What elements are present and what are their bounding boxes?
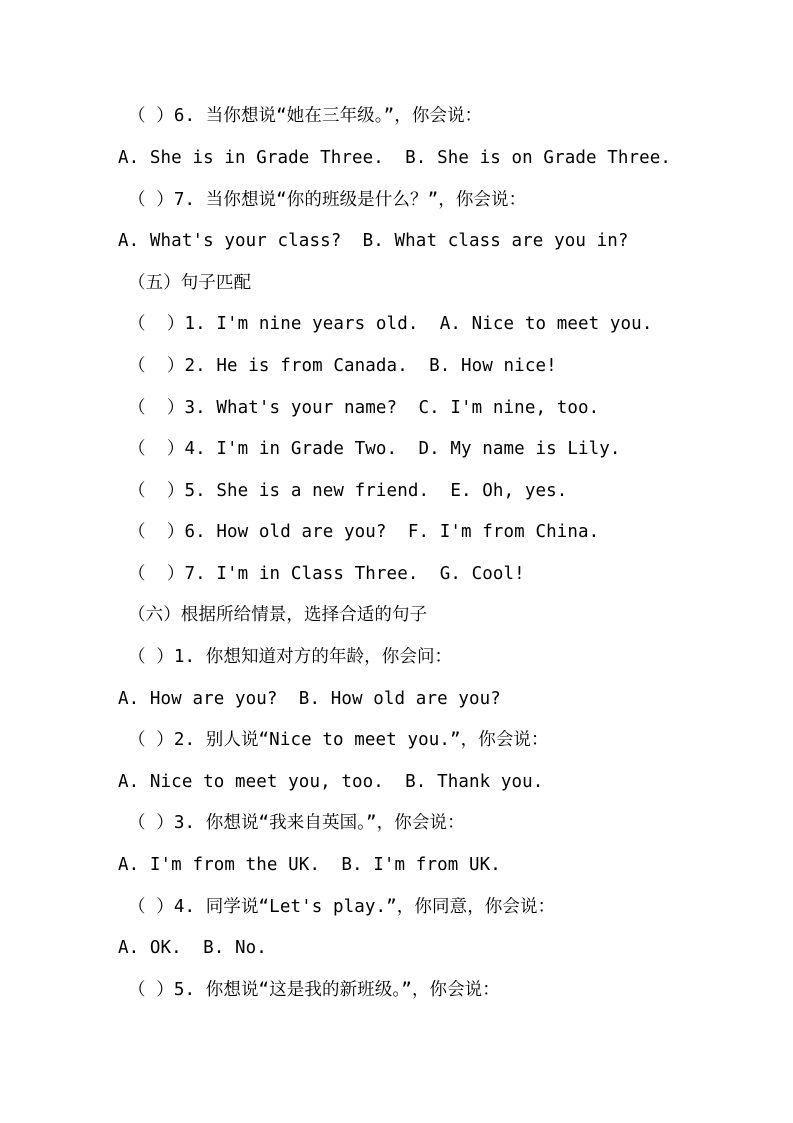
situation-5-prompt: （ ）5. 你想说“这是我的新班级。”，你会说：	[128, 980, 500, 1000]
matching-item-5: （ ）5. She is a new friend. E. Oh, yes.	[128, 481, 568, 501]
question-7-options: A. What's your class? B. What class are you in?	[118, 231, 629, 251]
situation-4-prompt: （ ）4. 同学说“Let's play.”，你同意，你会说：	[128, 897, 556, 917]
matching-item-4: （ ）4. I'm in Grade Two. D. My name is Lily.	[128, 439, 621, 459]
question-6-options: A. She is in Grade Three. B. She is on Grade Three.	[118, 148, 672, 168]
situation-2-prompt: （ ）2. 别人说“Nice to meet you.”，你会说：	[128, 730, 549, 750]
situation-1-options: A. How are you? B. How old are you?	[118, 689, 501, 709]
situation-1-prompt: （ ）1. 你想知道对方的年龄，你会问：	[128, 647, 453, 667]
matching-item-6: （ ）6. How old are you? F. I'm from China.	[128, 522, 600, 542]
situation-3-prompt: （ ）3. 你想说“我来自英国。”，你会说：	[128, 813, 465, 833]
question-7-prompt: （ ）7. 当你想说“你的班级是什么？”，你会说：	[128, 190, 527, 210]
section-5-heading: （五）句子匹配	[128, 273, 252, 293]
section-6-heading: （六）根据所给情景，选择合适的句子	[128, 605, 428, 625]
matching-item-3: （ ）3. What's your name? C. I'm nine, too.	[128, 398, 600, 418]
situation-3-options: A. I'm from the UK. B. I'm from UK.	[118, 855, 501, 875]
matching-item-7: （ ）7. I'm in Class Three. G. Cool!	[128, 564, 525, 584]
situation-4-options: A. OK. B. No.	[118, 938, 267, 958]
situation-2-options: A. Nice to meet you, too. B. Thank you.	[118, 772, 544, 792]
question-6-prompt: （ ）6. 当你想说“她在三年级。”，你会说：	[128, 106, 483, 126]
matching-item-1: （ ）1. I'm nine years old. A. Nice to meet you.	[128, 314, 653, 334]
matching-item-2: （ ）2. He is from Canada. B. How nice!	[128, 356, 557, 376]
